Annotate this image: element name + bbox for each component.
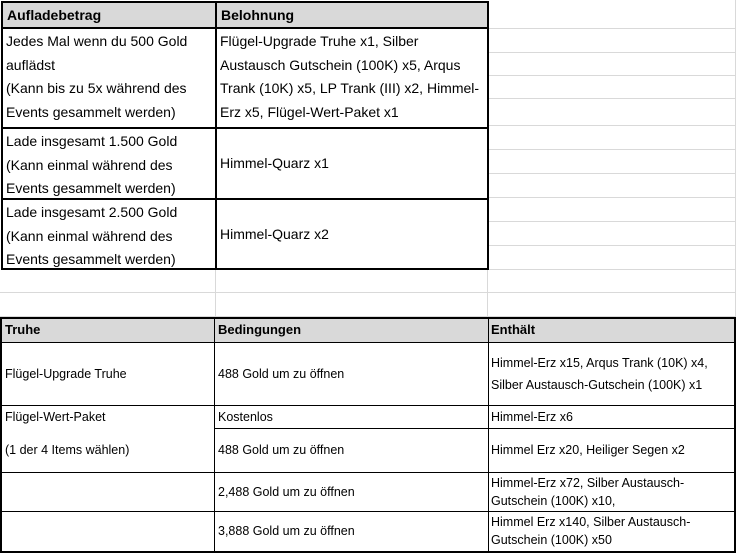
reward-text: Flügel-Upgrade Truhe x1, Silber Austausch Gutschein (100K) x5, Arqus Trank (10K) x5, LP Trank (III) x2, Himmel-Erz x5, Flügel-Wert-Paket x1 [220,33,480,120]
amount-text: Lade insgesamt 2.500 Gold [6,204,178,220]
cell-reward-1500[interactable] [216,128,488,199]
cell-contents-3888[interactable] [488,512,734,551]
cell-condition-upgrade[interactable] [215,343,488,405]
contents-text: Himmel Erz x140, Silber Austausch-Gutschein (100K) x50 [491,515,691,547]
cell-condition-2488[interactable] [215,473,488,511]
empty-cell[interactable] [488,174,736,198]
condition-text: 488 Gold um zu öffnen [218,443,345,457]
empty-cell[interactable] [488,246,736,270]
empty-cell[interactable] [216,270,488,293]
condition-text: 2,488 Gold um zu öffnen [218,485,355,499]
header-belohnung[interactable]: Belohnung [216,2,488,28]
empty-cell[interactable] [488,270,736,293]
empty-cell[interactable] [0,293,216,317]
empty-cell[interactable] [488,126,736,150]
condition-text: 3,888 Gold um zu öffnen [218,524,355,538]
amount-note: (Kann einmal während des Events gesammelt werden) [6,156,176,196]
empty-cell[interactable] [216,293,488,317]
cell-contents-488[interactable] [488,429,734,472]
empty-cell[interactable] [488,222,736,246]
empty-cell[interactable] [488,99,736,126]
reward-text: Himmel-Quarz x1 [220,155,329,171]
cell-chest-empty[interactable] [1,473,215,511]
contents-text: Himmel-Erz x15, Arqus Trank (10K) x4, Silber Austausch-Gutschein (100K) x1 [491,356,708,392]
condition-text: 488 Gold um zu öffnen [218,367,345,381]
cell-chest-choose[interactable] [1,429,215,472]
chest-name: Flügel-Wert-Paket [5,410,106,424]
cell-condition-488[interactable] [215,429,488,472]
cell-condition-wert-paket[interactable] [215,406,488,428]
cell-contents-wert-paket[interactable] [488,406,734,428]
empty-cell[interactable] [488,150,736,174]
empty-cell[interactable] [0,270,216,293]
cell-contents-upgrade[interactable] [488,343,734,405]
cell-reward-2500[interactable] [216,199,488,269]
reward-text: Himmel-Quarz x2 [220,226,329,242]
cell-reward-500[interactable] [216,28,488,128]
cell-amount-2500[interactable] [2,199,216,269]
contents-text: Himmel Erz x20, Heiliger Segen x2 [491,443,685,457]
chest-note: (1 der 4 Items wählen) [5,443,130,457]
amount-text: Jedes Mal wenn du 500 Gold auflädst [6,33,188,73]
header-truhe[interactable]: Truhe [1,318,215,342]
cell-amount-500[interactable] [2,28,216,128]
empty-cell[interactable] [488,0,736,29]
amount-note: (Kann einmal während des Events gesammelt werden) [6,227,176,267]
cell-chest-empty[interactable] [1,512,215,551]
amount-text: Lade insgesamt 1.500 Gold [6,133,178,149]
header-enthaelt[interactable]: Enthält [488,318,734,342]
amount-note: (Kann bis zu 5x während des Events gesammelt werden) [6,80,187,120]
contents-text: Himmel-Erz x6 [491,410,573,424]
cell-amount-1500[interactable] [2,128,216,199]
empty-cell[interactable] [488,293,736,317]
empty-cell[interactable] [488,198,736,222]
empty-cell[interactable] [488,53,736,76]
condition-text: Kostenlos [218,410,273,424]
cell-chest-upgrade[interactable] [1,343,215,405]
cell-contents-2488[interactable] [488,473,734,511]
cell-condition-3888[interactable] [215,512,488,551]
empty-cell[interactable] [488,29,736,53]
empty-cell[interactable] [488,76,736,99]
cell-chest-wert-paket[interactable] [1,406,215,428]
header-bedingungen[interactable]: Bedingungen [215,318,488,342]
contents-text: Himmel-Erz x72, Silber Austausch-Gutschein (100K) x10, [491,476,685,508]
header-aufladebetrag[interactable]: Aufladebetrag [2,2,216,28]
chest-name: Flügel-Upgrade Truhe [5,367,127,381]
